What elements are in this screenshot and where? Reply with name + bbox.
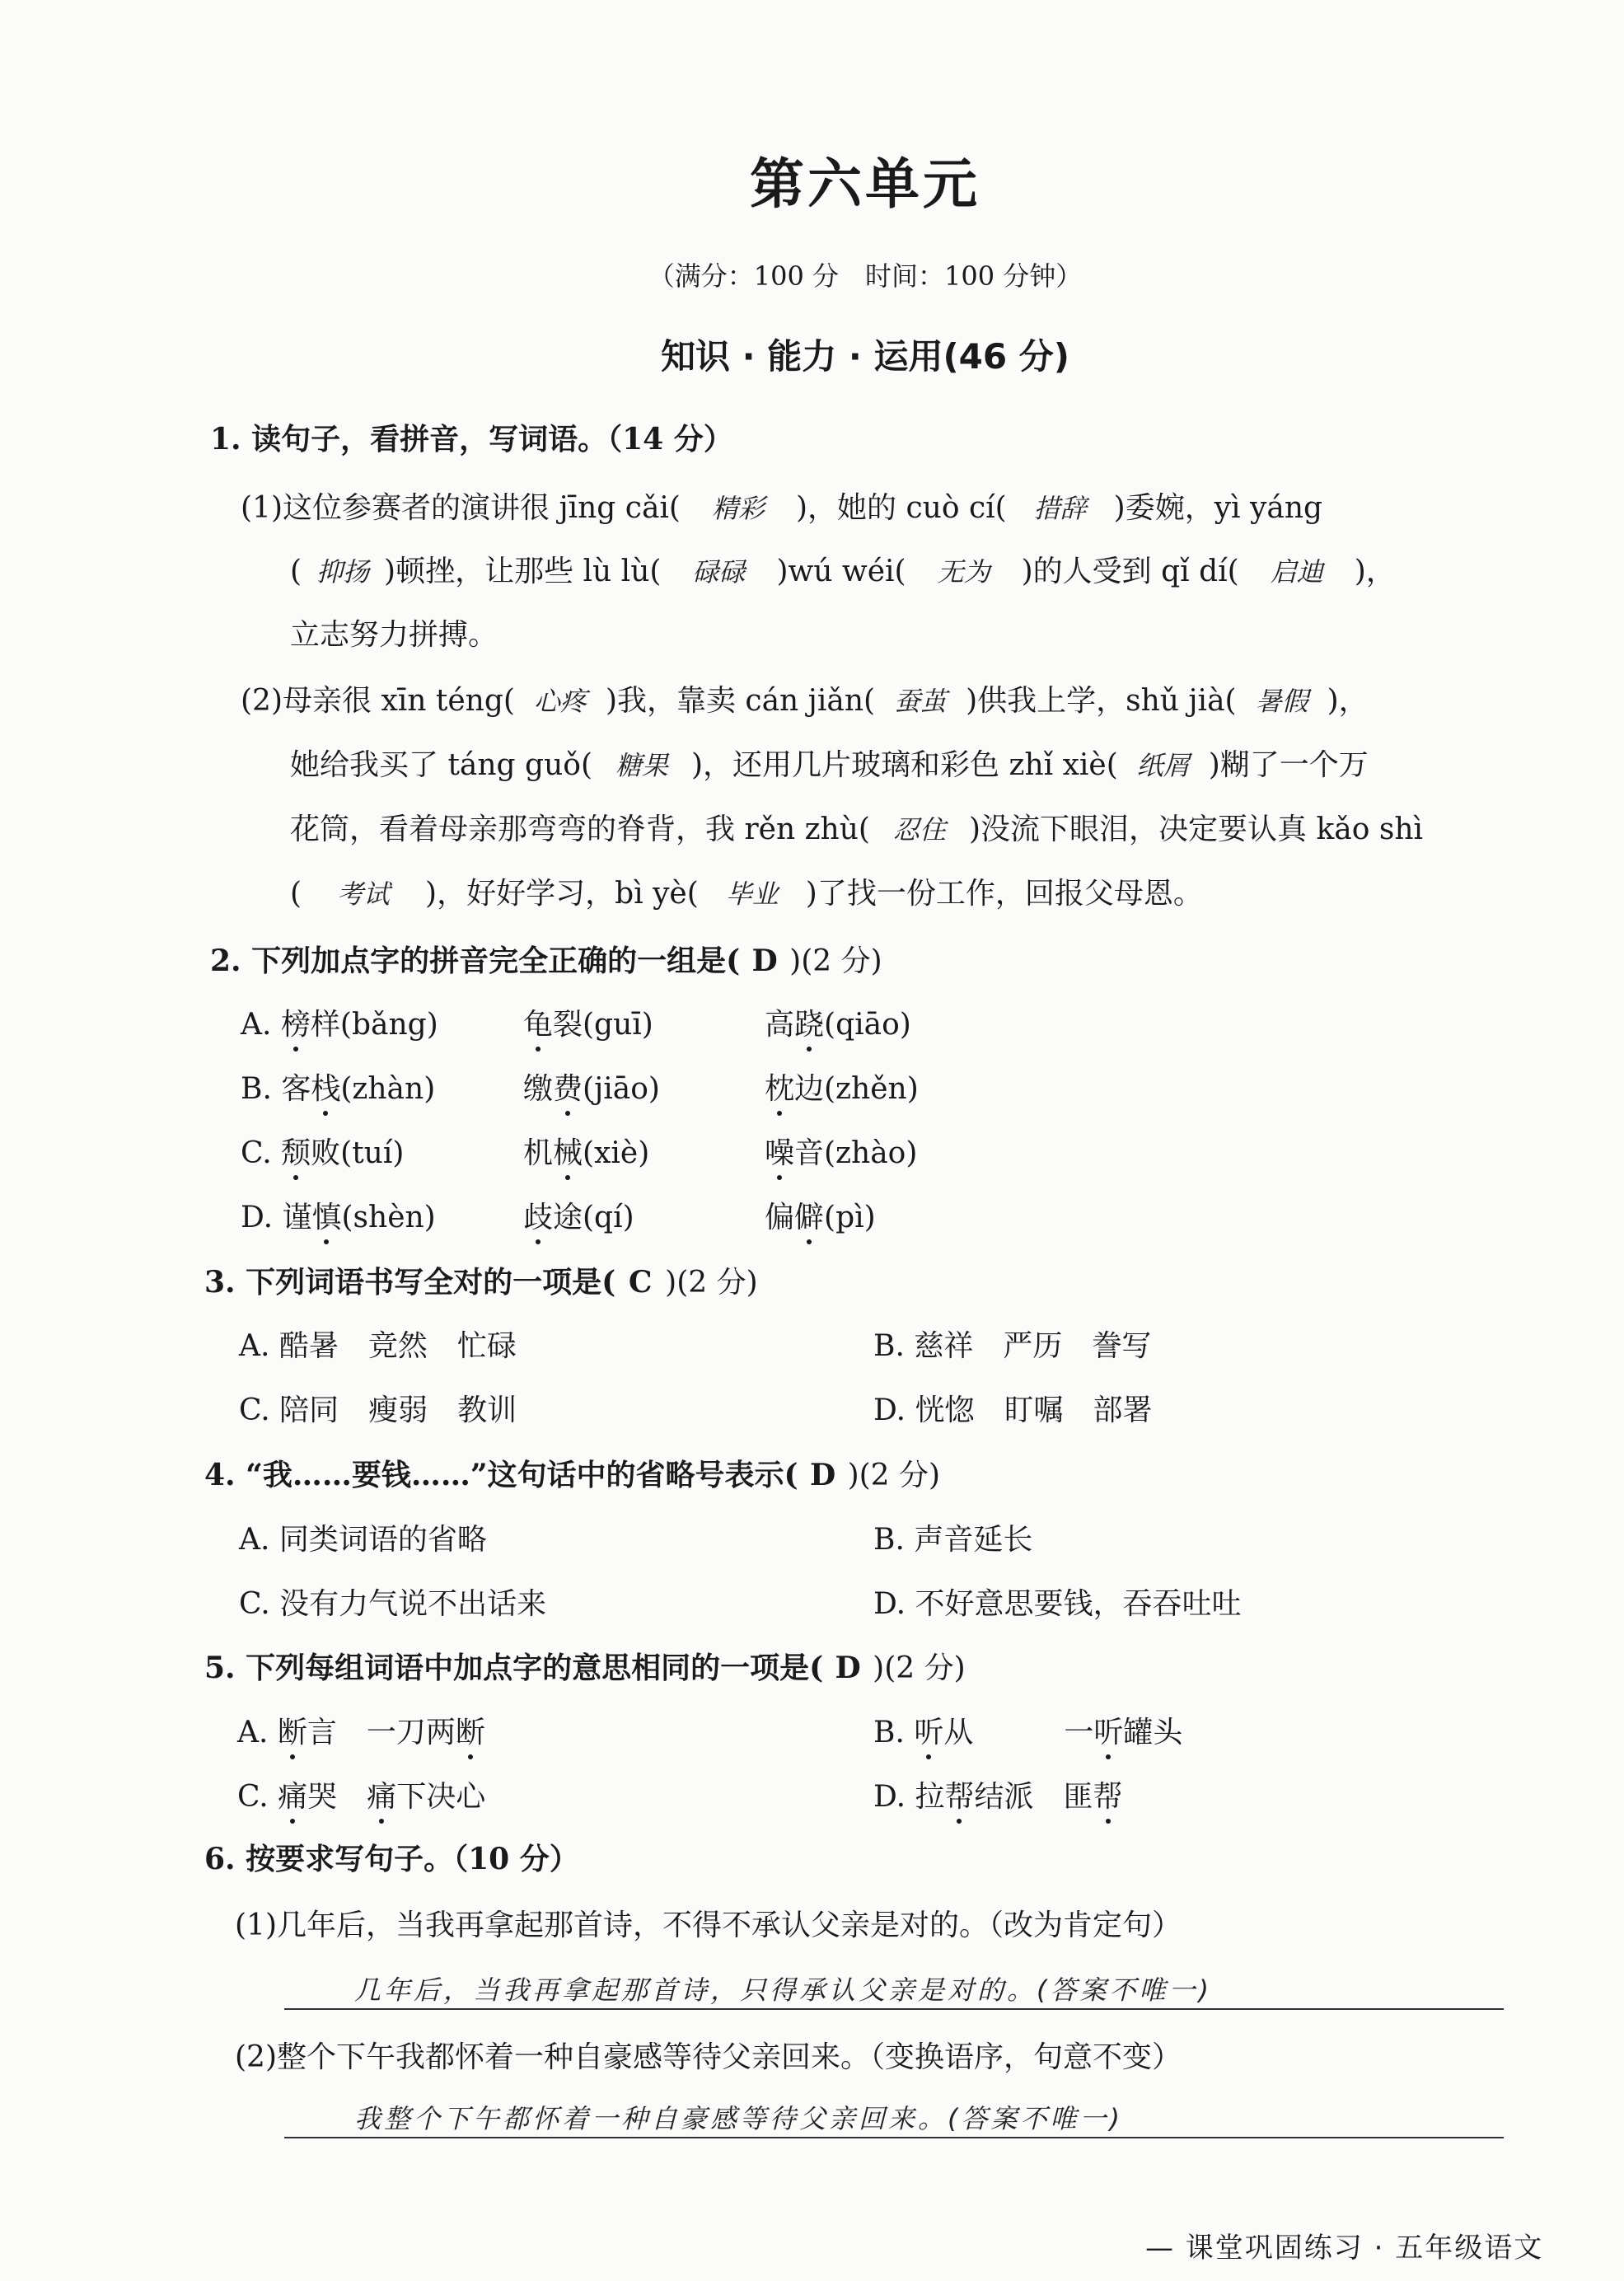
q5-option-c (237, 1773, 485, 1815)
q2-text: 边(zhěn) (794, 1072, 919, 1106)
q6-answer-1: 几年后，当我再拿起那首诗，只得承认父亲是对的。(答案不唯一) (354, 1974, 1212, 2006)
q1-p2-line2 (290, 742, 1369, 784)
question-2-score: )(2 分) (789, 944, 882, 978)
q3-option-b: B. 慈祥 严历 誊写 (873, 1329, 1152, 1363)
q1-p2-line3 (290, 806, 1423, 848)
q2-text: (jiāo) (583, 1072, 660, 1106)
q1-text: )，好好学习，bì yè( (425, 877, 699, 911)
q5-option-a (237, 1709, 485, 1751)
q1-text: 花筒，看着母亲那弯弯的脊背，我 rěn zhù( (290, 813, 870, 846)
q2-text: (xiè) (583, 1136, 650, 1170)
q1-text: )的人受到 qǐ dí( (1021, 555, 1239, 588)
q5-text: 从 (943, 1716, 974, 1749)
q1-text: )委婉，yì yáng (1113, 491, 1323, 525)
question-4-score: )(2 分) (847, 1459, 941, 1492)
score-time-info: （满分：100 分 时间：100 分钟） (648, 260, 1083, 292)
q1-answer-2: 措辞 (1033, 493, 1087, 524)
q2-dotted-char: 栈 (311, 1066, 340, 1108)
q1-text: )我，靠卖 cán jiǎn( (605, 684, 876, 718)
q2-text: (shèn) (341, 1201, 436, 1234)
q2-text: (zhàn) (340, 1072, 436, 1106)
q1-text: (2)母亲很 xīn téng( (241, 684, 515, 718)
q1-answer-10: 糖果 (615, 750, 668, 781)
question-4-text: 4. “我……要钱……”这句话中的省略号表示( (204, 1458, 798, 1492)
question-1-text: 1. 读句子，看拼音，写词语。（14 分） (210, 422, 733, 457)
question-2-answer: D (751, 944, 778, 978)
question-6-text: 6. 按要求写句子。（10 分） (204, 1842, 579, 1876)
q1-text: )没流下眼泪，决定要认真 kǎo shì (968, 813, 1424, 846)
question-5-score: )(2 分) (873, 1651, 966, 1685)
q2-dotted-char: 颓 (281, 1130, 311, 1172)
q2-text: C. (241, 1136, 282, 1170)
q2-dotted-char: 慎 (311, 1194, 341, 1236)
q1-text: )， (1327, 684, 1369, 718)
q2-dotted-char: 跷 (794, 1001, 824, 1043)
q1-p2-line4 (290, 870, 1203, 912)
q4-option-b: B. 声音延长 (873, 1523, 1033, 1557)
q1-text: )供我上学，shǔ jià( (966, 684, 1237, 718)
question-3-answer: C (628, 1265, 653, 1300)
q1-answer-6: 启迪 (1270, 556, 1323, 588)
q2-option-cell (765, 1194, 876, 1236)
q1-text: ( (290, 877, 302, 911)
q2-option-cell (765, 1001, 911, 1043)
q5-text: 哭 (307, 1780, 367, 1814)
q2-text: 样(bǎng) (310, 1008, 438, 1042)
q2-text: 偏 (765, 1201, 795, 1234)
q1-answer-8: 蚕茧 (894, 686, 948, 717)
q5-dotted-char: 断 (278, 1709, 307, 1751)
q2-dotted-char: 歧 (523, 1194, 553, 1236)
q1-answer-13: 考试 (337, 878, 391, 910)
q2-text: (pì) (824, 1201, 876, 1234)
q5-dotted-char: 听 (1093, 1709, 1123, 1751)
q5-option-b (873, 1709, 1182, 1751)
q5-text: 罐头 (1123, 1716, 1183, 1749)
q1-p2-line1 (241, 677, 1369, 719)
q2-option-cell (765, 1066, 919, 1108)
q1-answer-4: 碌碌 (692, 556, 746, 588)
q2-dotted-char: 龟 (523, 1001, 553, 1043)
q5-dotted-char: 听 (914, 1709, 943, 1751)
q6-sentence-1: (1)几年后，当我再拿起那首诗，不得不承认父亲是对的。（改为肯定句） (235, 1909, 1182, 1942)
q1-text: )顿挫，让那些 lù lù( (384, 555, 662, 588)
q1-answer-3: 抑扬 (316, 556, 370, 588)
page-footer: — 课堂巩固练习 · 五年级语文 (1145, 2232, 1544, 2265)
q5-dotted-char: 帮 (1093, 1773, 1123, 1815)
page-title: 第六单元 (750, 152, 980, 216)
q1-text: )， (1354, 555, 1396, 588)
q2-text: 缴 (523, 1072, 554, 1106)
q2-text: D. 谨 (241, 1201, 312, 1234)
q5-text: 结派 匪 (974, 1780, 1093, 1814)
question-3-score: )(2 分) (665, 1266, 758, 1300)
q4-option-a: A. 同类词语的省略 (239, 1523, 487, 1557)
q1-answer-1: 精彩 (711, 493, 765, 524)
answer-line-1 (284, 2008, 1504, 2010)
q2-option-cell (241, 1194, 436, 1236)
q3-option-d: D. 恍惚 盯嘱 部署 (873, 1393, 1153, 1427)
q1-text: )，她的 cuò cí( (795, 491, 1007, 525)
question-3-text: 3. 下列词语书写全对的一项是( (204, 1265, 616, 1300)
q2-text: 机 (523, 1136, 554, 1170)
q2-dotted-char: 噪 (765, 1130, 794, 1172)
q5-text: B. (873, 1716, 915, 1749)
q2-text: 途(qí) (553, 1201, 634, 1234)
q5-text: A. (237, 1716, 278, 1749)
q2-option-cell (523, 1001, 653, 1043)
q2-option-cell (241, 1066, 435, 1108)
q4-option-c: C. 没有力气说不出话来 (239, 1587, 547, 1621)
q2-option-cell (765, 1130, 917, 1172)
q2-text: A. (241, 1008, 281, 1042)
question-4-header (204, 1452, 940, 1494)
answer-line-2 (284, 2137, 1504, 2138)
q1-answer-11: 纸屑 (1136, 750, 1190, 781)
q4-option-d: D. 不好意思要钱，吞吞吐吐 (873, 1587, 1242, 1621)
q1-answer-7: 心疼 (533, 686, 587, 717)
q1-text: )，还用几片玻璃和彩色 zhǐ xiè( (691, 748, 1118, 782)
q2-option-cell (523, 1130, 649, 1172)
q2-text: 高 (765, 1008, 795, 1042)
question-5-header (204, 1645, 966, 1687)
q6-sentence-2: (2)整个下午我都怀着一种自豪感等待父亲回来。（变换语序，句意不变） (235, 2040, 1182, 2074)
question-3-header (204, 1259, 758, 1301)
q1-answer-14: 毕业 (725, 878, 779, 910)
q2-text: 裂(guī) (553, 1008, 653, 1042)
q2-dotted-char: 费 (553, 1066, 583, 1108)
q1-answer-12: 忍住 (892, 814, 946, 845)
q2-option-cell (241, 1001, 438, 1043)
q5-dotted-char: 断 (456, 1709, 485, 1751)
q2-option-cell (523, 1066, 660, 1108)
q2-dotted-char: 僻 (794, 1194, 824, 1236)
q2-dotted-char: 械 (553, 1130, 583, 1172)
question-5-answer: D (835, 1651, 861, 1685)
q1-answer-9: 暑假 (1255, 686, 1308, 717)
q1-p1-line1 (241, 485, 1322, 527)
q2-dotted-char: 枕 (765, 1066, 794, 1108)
q3-option-a: A. 酷暑 竞然 忙碌 (239, 1329, 517, 1363)
q1-answer-5: 无为 (937, 556, 990, 588)
q2-text: (qiāo) (824, 1008, 911, 1042)
question-2-header (210, 938, 882, 980)
q1-text: ( (290, 555, 302, 588)
q5-text: 下决心 (396, 1780, 486, 1814)
q1-p1-line3: 立志努力拼搏。 (290, 618, 498, 652)
question-4-answer: D (809, 1458, 836, 1492)
q5-text: C. (237, 1780, 278, 1814)
question-1-header (210, 416, 733, 458)
q5-option-d (873, 1773, 1123, 1815)
q1-text: )糊了一个万 (1208, 748, 1369, 782)
q2-option-cell (523, 1194, 634, 1236)
question-6-header (204, 1836, 579, 1878)
q2-text: 音(zhào) (794, 1136, 918, 1170)
q1-text: (1)这位参赛者的演讲很 jīng cǎi( (241, 491, 681, 525)
q5-dotted-char: 帮 (944, 1773, 974, 1815)
q1-text: 她给我买了 táng guǒ( (290, 748, 592, 782)
q5-dotted-char: 痛 (278, 1773, 307, 1815)
q2-option-cell (241, 1130, 404, 1172)
q5-dotted-char: 痛 (367, 1773, 396, 1815)
q5-text: D. 拉 (873, 1780, 945, 1814)
q1-text: )了找一份工作，回报父母恩。 (805, 877, 1203, 911)
q3-option-c: C. 陪同 瘦弱 教训 (239, 1393, 517, 1427)
q2-dotted-char: 榜 (281, 1001, 311, 1043)
question-5-text: 5. 下列每组词语中加点字的意思相同的一项是( (204, 1651, 824, 1685)
q5-text: 一 (1064, 1716, 1094, 1749)
section-heading: 知识 · 能力 · 运用(46 分) (661, 336, 1069, 377)
q2-text: B. 客 (241, 1072, 311, 1106)
q1-p1-line2 (290, 548, 1396, 590)
question-2-text: 2. 下列加点字的拼音完全正确的一组是( (210, 944, 741, 978)
q5-text: 言 一刀两 (307, 1716, 456, 1749)
q2-text: 败(tuí) (311, 1136, 405, 1170)
q6-answer-2: 我整个下午都怀着一种自豪感等待父亲回来。(答案不唯一) (354, 2103, 1123, 2134)
q1-text: )wú wéi( (776, 555, 906, 588)
